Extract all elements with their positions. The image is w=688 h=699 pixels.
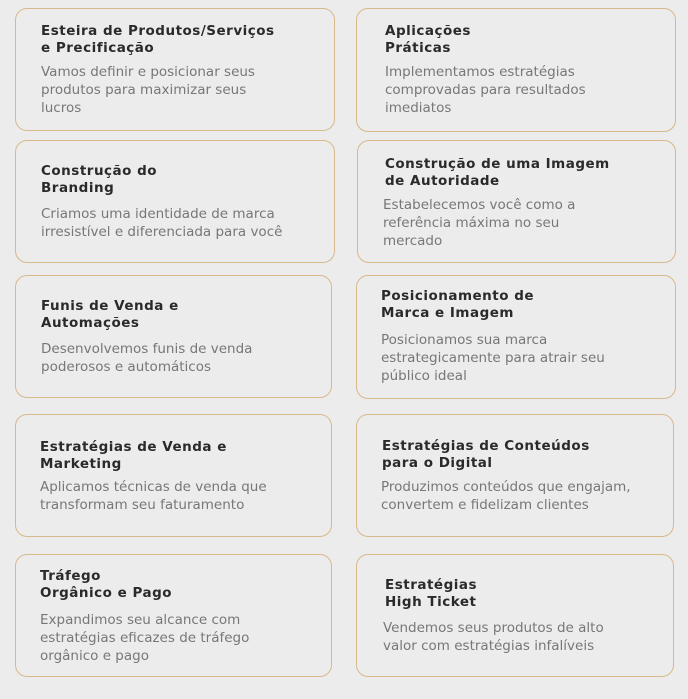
service-card-title: Funis de Venda e Automações [41,298,179,331]
service-card-title: Construção de uma Imagem de Autoridade [385,156,610,189]
service-card-title: Esteira de Produtos/Serviços e Precificação [41,23,275,56]
service-card-description: Expandimos seu alcance com estratégias eficazes de tráfego orgânico e pago [40,612,250,664]
service-card-aplicacoes-praticas [356,8,676,132]
service-card-title: Estratégias de Conteúdos para o Digital [382,438,590,471]
service-card-title: Construção do Branding [41,163,158,196]
service-card-description: Posicionamos sua marca estrategicamente para atrair seu público ideal [381,332,605,384]
service-card-description: Desenvolvemos funis de venda poderosos e automáticos [41,341,253,375]
service-card-imagem-autoridade [357,140,676,263]
service-card-construcao-branding [15,140,335,263]
service-card-description: Vendemos seus produtos de alto valor com estratégias infalíveis [383,620,604,654]
service-card-funis-venda [15,275,332,398]
service-card-title: Estratégias High Ticket [385,577,478,610]
service-card-description: Vamos definir e posicionar seus produtos para maximizar seus lucros [41,64,255,116]
service-card-title: Aplicações Práticas [385,23,471,56]
service-card-description: Produzimos conteúdos que engajam, convertem e fidelizam clientes [381,479,631,513]
service-card-description: Criamos uma identidade de marca irresistível e diferenciada para você [41,206,283,240]
service-card-title: Posicionamento de Marca e Imagem [381,288,535,321]
service-card-description: Estabelecemos você como a referência máxima no seu mercado [383,197,576,249]
service-card-description: Implementamos estratégias comprovadas para resultados imediatos [385,64,586,116]
service-card-description: Aplicamos técnicas de venda que transformam seu faturamento [40,479,267,513]
service-card-esteira-produtos [15,8,335,131]
service-card-venda-marketing [15,414,332,537]
service-card-posicionamento-marca [356,275,676,399]
service-card-title: Estratégias de Venda e Marketing [40,439,227,472]
service-card-high-ticket [356,554,674,677]
service-card-title: Tráfego Orgânico e Pago [40,568,173,601]
service-card-conteudos-digital [356,414,674,537]
service-card-trafego [15,554,332,677]
